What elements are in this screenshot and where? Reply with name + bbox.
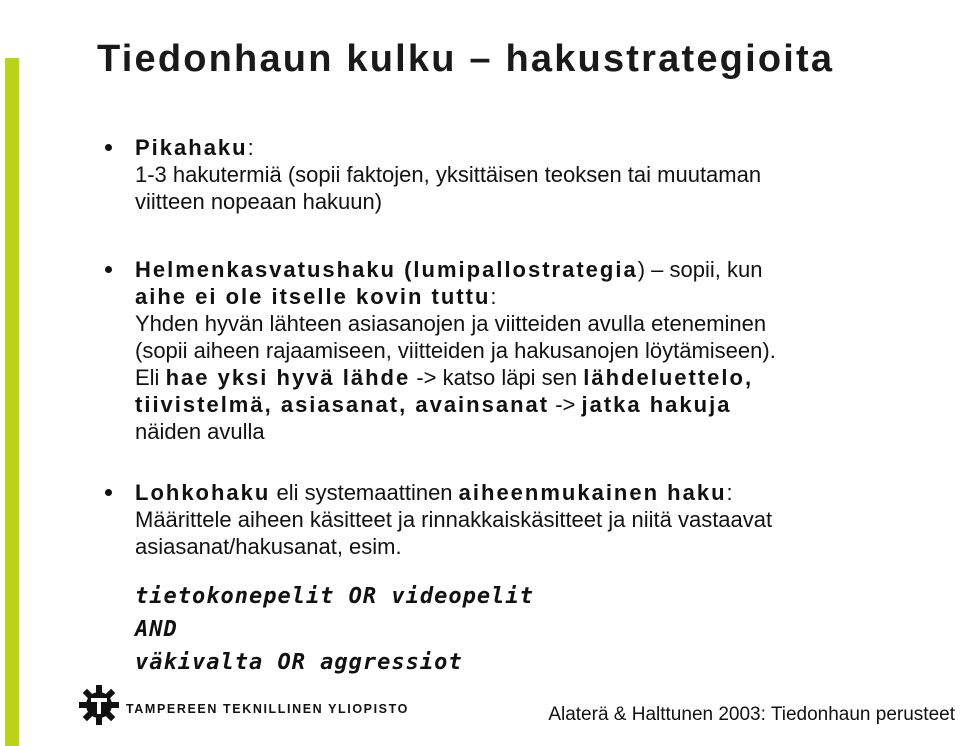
query-line-3: väkivalta OR aggressiot [135,650,463,675]
gear-icon [78,684,120,726]
bullet-dot-icon [105,266,112,273]
bullet-line [135,506,935,533]
body-text: -> katso läpi sen [410,365,584,390]
bullet-dot-icon [105,489,112,496]
body-text: (sopii aiheen rajaamiseen, viitteiden ja hakusanojen löytämiseen). [135,338,776,363]
query-line-2: AND [135,617,178,642]
bullet-line [135,134,935,161]
emphasized-term: aiheenmukainen haku [458,480,727,505]
logo-text: TAMPEREEN TEKNILLINEN YLIOPISTO [126,702,409,716]
bullet-line [135,283,935,310]
bullet-line [135,479,935,506]
slide-title: Tiedonhaun kulku – hakustrategioita [97,38,835,80]
emphasized-term: Helmenkasvatushaku (lumipallostrategia [135,257,638,282]
bullet-line [135,533,935,560]
bullet-line [135,418,935,445]
body-text: : [726,480,733,505]
body-text: eli systemaattinen [270,480,459,505]
body-text: Yhden hyvän lähteen asiasanojen ja viitteiden avulla eteneminen [135,311,767,336]
footer-citation: Alaterä & Halttunen 2003: Tiedonhaun perusteet [548,704,955,725]
body-text: -> [549,392,582,417]
bullet-line [135,256,935,283]
query-line-1: tietokonepelit OR videopelit [135,584,534,609]
university-logo [78,684,409,734]
emphasized-term: tiivistelmä, asiasanat, avainsanat [135,392,550,417]
emphasized-term: Lohkohaku [135,480,271,505]
bullet-line [135,310,935,337]
body-text: : [247,135,254,160]
emphasized-term: hae yksi hyvä lähde [165,365,411,390]
accent-side-bar [5,58,19,746]
bullet-item-helmenkasvatushaku [135,256,935,445]
body-text: Määrittele aiheen käsitteet ja rinnakkaiskäsitteet ja niitä vastaavat [135,507,773,532]
body-text: ) – sopii, kun [637,257,763,282]
bullet-item-pikahaku [135,134,935,215]
bullet-line [135,337,935,364]
body-text: : [490,284,497,309]
bullet-item-lohkohaku [135,479,935,560]
body-text: viitteen nopeaan hakuun) [135,189,383,214]
body-text: näiden avulla [135,419,265,444]
bullet-line [135,364,935,391]
body-text: Eli [135,365,166,390]
bullet-line [135,188,935,215]
body-text: 1-3 hakutermiä (sopii faktojen, yksittäisen teoksen tai muutaman [135,162,762,187]
emphasized-term: jatka hakuja [581,392,732,417]
bullet-line [135,391,935,418]
body-text: asiasanat/hakusanat, esim. [135,534,402,559]
emphasized-term: Pikahaku [135,135,248,160]
bullet-line [135,161,935,188]
example-search-query [135,580,534,679]
bullet-dot-icon [105,144,112,151]
emphasized-term: lähdeluettelo, [583,365,754,390]
emphasized-term: aihe ei ole itselle kovin tuttu [135,284,491,309]
